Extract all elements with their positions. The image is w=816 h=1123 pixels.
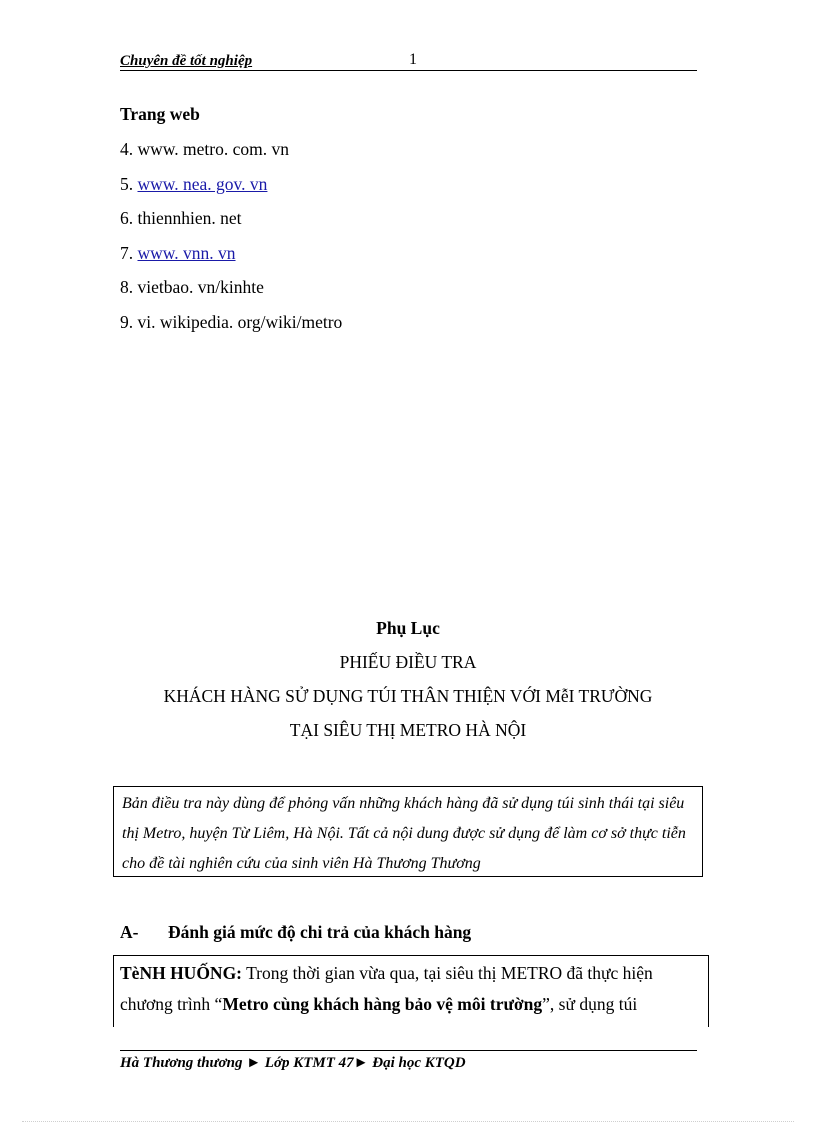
section-letter: A- <box>120 922 139 942</box>
section-title: Đánh giá mức độ chi trả của khách hàng <box>168 922 472 942</box>
survey-title: PHIẾU ĐIỀU TRA <box>339 652 477 672</box>
list-item <box>120 207 342 242</box>
footer-text: Hà Thương thương ► Lớp KTMT 47► Đại học KTQD <box>120 1055 466 1071</box>
footer-rule <box>120 1050 697 1051</box>
item-text: thiennhien. net <box>137 208 242 228</box>
page-edge-divider <box>22 1121 794 1122</box>
item-number: 6. <box>120 208 134 228</box>
website-link[interactable]: www. vnn. vn <box>137 242 236 263</box>
list-item <box>120 276 342 311</box>
websites-heading: Trang web <box>120 104 200 124</box>
situation-label: TèNH HUỐNG: <box>120 963 243 983</box>
item-text: www. metro. com. vn <box>137 139 289 159</box>
header-title: Chuyên đề tốt nghiệp <box>120 53 253 69</box>
websites-list <box>120 138 342 345</box>
item-number: 9. <box>120 311 134 332</box>
page-header <box>120 51 697 71</box>
website-link[interactable]: www. nea. gov. vn <box>137 173 268 194</box>
item-number: 7. <box>120 242 134 263</box>
appendix-title: Phụ Lục <box>376 618 440 638</box>
list-item <box>120 173 342 208</box>
item-text: vi. wikipedia. org/wiki/metro <box>137 311 343 332</box>
item-text: vietbao. vn/kinhte <box>137 277 264 297</box>
survey-location: TẠI SIÊU THỊ METRO HÀ NỘI <box>289 720 527 740</box>
situation-box <box>113 955 709 1027</box>
header-page-number: 1 <box>409 51 417 68</box>
item-number: 5. <box>120 173 134 194</box>
item-number: 8. <box>120 277 134 297</box>
situation-text-after: ”, sử dụng túi <box>542 994 638 1014</box>
list-item <box>120 311 342 346</box>
item-number: 4. <box>120 139 134 159</box>
list-item <box>120 138 342 173</box>
survey-subtitle: KHÁCH HÀNG SỬ DỤNG TÚI THÂN THIỆN VỚI MễI TRƯỜNG <box>163 686 653 706</box>
section-a-heading <box>120 922 471 943</box>
intro-box: Bản điều tra này dùng để phỏng vấn những khách hàng đã sử dụng túi sinh thái tại siêu thị Metro, huyện Từ Liêm, Hà Nội. Tất cả nội dung được sử dụng để làm cơ sở thực tiễn cho đề tài nghiên cứu của sinh viên Hà Thương Thương <box>113 786 703 877</box>
situation-bold-phrase: Metro cùng khách hàng bảo vệ môi trường <box>222 994 543 1014</box>
list-item <box>120 242 342 277</box>
situation-text-before: Trong thời gian vừa qua, tại siêu thị METRO đã thực hiện chương trình “ <box>120 963 653 1014</box>
